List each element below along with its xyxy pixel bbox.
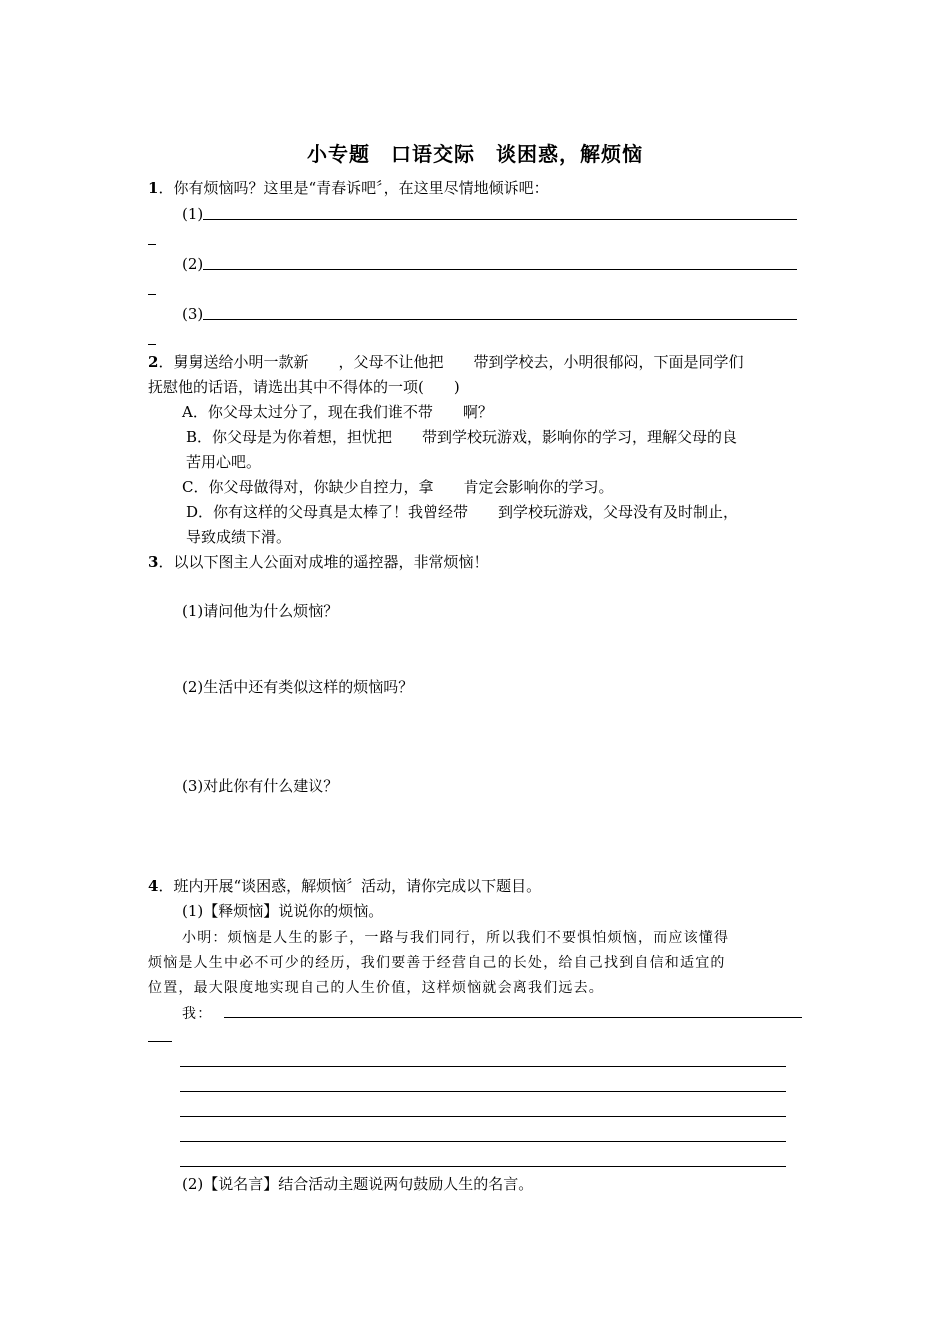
question-2-number: 2: [148, 353, 159, 371]
q3-sub-1: (1)请问他为什么烦恼？: [182, 602, 339, 620]
q4-answer-line-4[interactable]: [180, 1116, 786, 1117]
q1-answer-line-2[interactable]: [203, 269, 797, 270]
q1-answer-line-1-wrap: [148, 244, 156, 245]
question-2-text-cont: 抚慰他的话语，请选出其中不得体的一项( ): [148, 378, 460, 396]
question-3-number: 3: [148, 553, 159, 571]
xiaoming-paragraph-line-3: 位置，最大限度地实现自己的人生价值，这样烦恼就会离我们远去。: [148, 980, 604, 996]
q4-answer-line-1-wrap: [148, 1041, 172, 1042]
q2-option-b[interactable]: B．你父母是为你着想，担忧把 带到学校玩游戏，影响你的学习，理解父母的良: [186, 428, 738, 446]
page-title: 小专题 口语交际 谈困惑，解烦恼: [307, 142, 643, 166]
q1-blank-label-3: (3): [182, 305, 204, 323]
q1-answer-line-3-wrap: [148, 344, 156, 345]
question-4-text: ．班内开展“谈困惑，解烦恼〞活动，请你完成以下题目。: [158, 877, 542, 895]
xiaoming-paragraph-line-1: 小明：烦恼是人生的影子，一路与我们同行，所以我们不要惧怕烦恼，而应该懂得: [182, 930, 730, 946]
q2-option-b-cont: 苦用心吧。: [186, 453, 262, 471]
question-1-text: ．你有烦恼吗？这里是“青春诉吧〞，在这里尽情地倾诉吧：: [158, 179, 549, 197]
q4-sub-2: (2)【说名言】结合活动主题说两句鼓励人生的名言。: [182, 1175, 534, 1193]
q2-option-d-cont: 导致成绩下滑。: [186, 528, 292, 546]
q1-blank-label-2: (2): [182, 255, 204, 273]
me-label: 我：: [182, 1006, 213, 1022]
q1-blank-label-1: (1): [182, 205, 204, 223]
question-2: [148, 352, 743, 372]
q4-sub-1: (1)【释烦恼】说说你的烦恼。: [182, 902, 384, 920]
q4-answer-line-5[interactable]: [180, 1141, 786, 1142]
q1-answer-line-3[interactable]: [203, 319, 797, 320]
q4-answer-line-1[interactable]: [224, 1017, 802, 1018]
q4-answer-line-2[interactable]: [180, 1066, 786, 1067]
q3-sub-3: (3)对此你有什么建议？: [182, 777, 339, 795]
question-4-number: 4: [148, 877, 159, 895]
q2-option-d[interactable]: D．你有这样的父母真是太棒了！我曾经带 到学校玩游戏，父母没有及时制止，: [186, 503, 739, 521]
q2-option-c[interactable]: C．你父母做得对，你缺少自控力，拿 肯定会影响你的学习。: [182, 478, 614, 496]
q4-answer-line-6[interactable]: [180, 1166, 786, 1167]
question-1-number: 1: [148, 179, 159, 197]
xiaoming-paragraph-line-2: 烦恼是人生中必不可少的经历，我们要善于经营自己的长处，给自己找到自信和适宜的: [148, 955, 726, 971]
q1-answer-line-1[interactable]: [203, 219, 797, 220]
question-1: [148, 178, 549, 198]
q3-sub-2: (2)生活中还有类似这样的烦恼吗？: [182, 678, 414, 696]
q4-answer-line-3[interactable]: [180, 1091, 786, 1092]
q2-option-a[interactable]: A．你父母太过分了，现在我们谁不带 啊？: [182, 403, 493, 421]
question-3: [148, 552, 488, 572]
q1-answer-line-2-wrap: [148, 294, 156, 295]
question-4: [148, 876, 541, 896]
question-2-text: ．舅舅送给小明一款新 ，父母不让他把 带到学校去，小明很郁闷，下面是同学们: [158, 353, 744, 371]
question-3-text: ．以以下图主人公面对成堆的遥控器，非常烦恼！: [158, 553, 489, 571]
